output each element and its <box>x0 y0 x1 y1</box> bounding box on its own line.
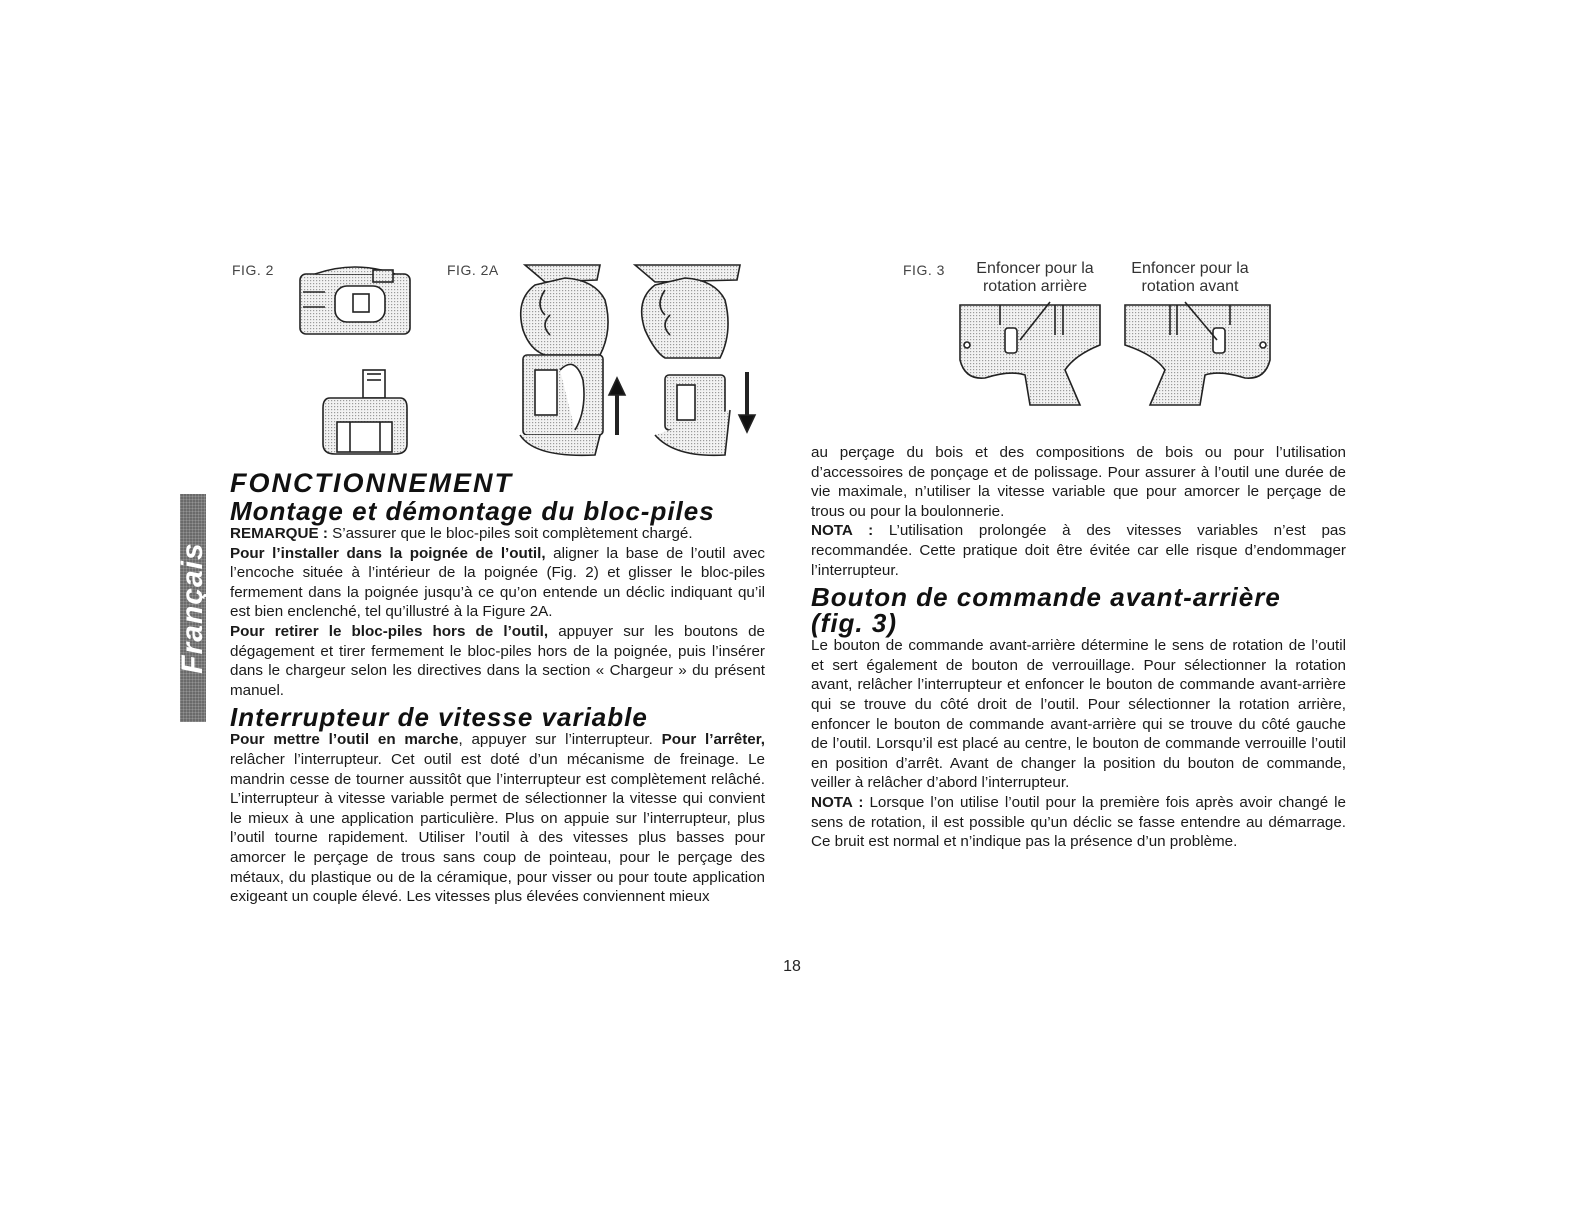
fig3-right-caption: Enfoncer pour la rotation avant <box>1131 260 1249 295</box>
left-column <box>230 498 765 907</box>
heading-montage: Montage et démontage du bloc-piles <box>230 496 715 526</box>
heading-bouton-fig: (fig. 3) <box>811 608 897 639</box>
language-tab-label: Français <box>176 542 209 674</box>
heading-interrupteur: Interrupteur de vitesse variable <box>230 702 648 733</box>
installer-lead: Pour l’installer dans la poignée de l’outil, <box>230 544 546 562</box>
paragraph-retirer <box>230 622 765 700</box>
fig3-illustration <box>955 300 1275 410</box>
paragraph-continuation: au perçage du bois et des compositions de bois ou pour l’utilisation d’accessoires de ponçage et de polissage. Pour assurer à l’outil une durée de vie maximale, n’utiliser la vitesse variable que pour amorcer le perçage de trous ou pour la boulonnerie. <box>811 444 1346 520</box>
retirer-lead: Pour retirer le bloc-piles hors de l’outil, <box>230 622 549 640</box>
section-title: FONCTIONNEMENT <box>230 468 513 498</box>
nota-2-lead: NOTA : <box>811 793 864 811</box>
fig2-illustration <box>295 262 415 462</box>
fig2a-label: FIG. 2A <box>447 262 499 278</box>
paragraph-interrupteur <box>230 730 765 906</box>
arreter-lead: Pour l’arrêter, <box>661 731 765 749</box>
fig3-label: FIG. 3 <box>903 262 945 278</box>
paragraph-nota-1 <box>811 521 1346 580</box>
page-number: 18 <box>783 958 801 975</box>
remarque-text: S’assurer que le bloc-piles soit complètement chargé. <box>327 525 693 542</box>
fig3-left-caption: Enfoncer pour la rotation arrière <box>976 260 1094 295</box>
arreter-text: relâcher l’interrupteur. Cet outil est doté d’un mécanisme de freinage. Le mandrin cesse de tourner aussitôt que l’interrupteur est complètement relâché. L’interrupteur à vitesse variable permet de sélectionner la vitesse qui convient le mieux à une application particulière. Plus on appuie sur l’interrupteur, plus l’outil tourne rapidement. Utiliser l’outil à des vitesses plus basses pour amorcer le perçage de trous sans coup de pointeau, pour le perçage des métaux, du plastique ou de la céramique, pour visser ou pour toute application exigeant un couple élevé. Les vitesses plus élevées conviennent mieux <box>230 750 765 906</box>
installer-text: aligner la base de l’outil avec l’encoche située à l’intérieur de la poignée (Fig. 2) et glisser le bloc-piles fermement dans la poignée jusqu’à ce qu’on entende un déclic indiquant qu’il est bien enclenché, tel qu’illustré à la Figure 2A. <box>230 544 765 621</box>
language-tab <box>176 494 209 722</box>
nota-1-lead: NOTA : <box>811 522 874 540</box>
nota-1-text: L’utilisation prolongée à des vitesses variables n’est pas recommandée. Cette pratique doit être évitée car elle risque d’endommager l’interrupteur. <box>811 522 1346 579</box>
marche-lead: Pour mettre l’outil en marche <box>230 731 459 749</box>
paragraph-remarque <box>230 524 765 544</box>
retirer-text: appuyer sur les boutons de dégagement et tirer fermement le bloc-piles hors de la poignée, puis l’insérer dans le chargeur selon les directives dans la section « Chargeur » du présent manuel. <box>230 622 766 699</box>
remarque-lead: REMARQUE : <box>230 525 328 542</box>
nota-2-text: Lorsque l’on utilise l’outil pour la première fois après avoir changé le sens de rotation, il est possible qu’un déclic se fasse entendre au démarrage. Ce bruit est normal et n’indique pas la présence d’un problème. <box>811 793 1346 851</box>
heading-bouton: Bouton de commande avant-arrière <box>811 582 1281 613</box>
right-column <box>811 443 1346 852</box>
paragraph-bouton: Le bouton de commande avant-arrière détermine le sens de rotation de l’outil et sert également de bouton de verrouillage. Pour sélectionner la rotation avant, relâcher l’interrupteur et enfoncer le bouton de commande avant-arrière qui se trouve du côté droit de l’outil. Pour sélectionner la rotation arrière, enfoncer le bouton de commande avant-arrière qui se trouve du côté gauche de l’outil. Lorsqu’il est placé au centre, le bouton de commande verrouille l’outil en position d’arrêt. Avant de changer la position du bouton de commande, veiller à relâcher d’abord l’interrupteur. <box>811 637 1346 792</box>
fig2a-illustration <box>505 260 760 460</box>
fig2-label: FIG. 2 <box>232 262 274 278</box>
paragraph-nota-2 <box>811 793 1346 852</box>
paragraph-installer <box>230 544 765 622</box>
marche-text: , appuyer sur l’interrupteur. <box>458 731 662 749</box>
